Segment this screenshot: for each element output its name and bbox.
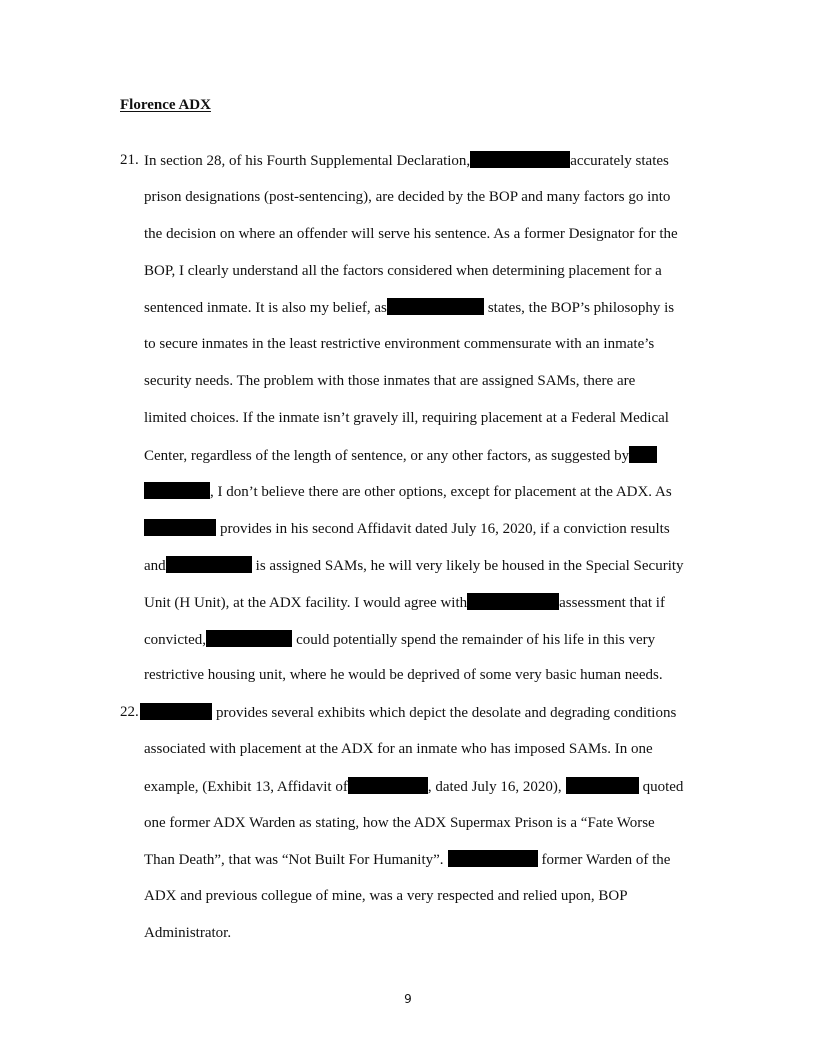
- page-number: 9: [404, 992, 412, 1006]
- redaction-block: [166, 556, 252, 573]
- p21-line-15: restrictive housing unit, where he would be deprived of some very basic human needs.: [144, 667, 663, 683]
- p21-line-7: security needs. The problem with those inmates that are assigned SAMs, there are: [144, 373, 636, 389]
- p22-line-1: provides several exhibits which depict the desolate and degrading conditions: [144, 703, 676, 722]
- redaction-block: [629, 446, 657, 463]
- redaction-block: [387, 298, 484, 315]
- p21-line-11: provides in his second Affidavit dated July 16, 2020, if a conviction results: [144, 519, 670, 538]
- redaction-block: [144, 519, 216, 536]
- redaction-block: [206, 630, 292, 647]
- paragraph-number-22: 22.: [120, 704, 139, 720]
- p21-line-1: In section 28, of his Fourth Supplemental Declaration, accurately states: [144, 153, 669, 169]
- redaction-block: [470, 151, 570, 168]
- redaction-block: [566, 777, 639, 794]
- p21-line-5: sentenced inmate. It is also my belief, as states, the BOP’s philosophy is: [144, 300, 675, 316]
- p21-line-2: prison designations (post-sentencing), are decided by the BOP and many factors go into: [144, 189, 671, 205]
- redaction-block: [144, 482, 210, 499]
- p21-line-4: BOP, I clearly understand all the factors considered when determining placement for a: [144, 263, 662, 279]
- p22-line-5: Than Death”, that was “Not Built For Humanity”. former Warden of the: [144, 852, 671, 868]
- paragraph-number-21: 21.: [120, 152, 139, 168]
- p21-line-13: Unit (H Unit), at the ADX facility. I would agree with assessment that if: [144, 595, 665, 611]
- p21-line-3: the decision on where an offender will serve his sentence. As a former Designator for the: [144, 226, 678, 242]
- p22-line-7: Administrator.: [144, 925, 232, 941]
- p21-line-9: Center, regardless of the length of sentence, or any other factors, as suggested by: [144, 446, 657, 465]
- redaction-block: [140, 703, 212, 720]
- p21-line-6: to secure inmates in the least restrictive environment commensurate with an inmate’s: [144, 336, 655, 352]
- p21-line-10: , I don’t believe there are other options, except for placement at the ADX. As: [144, 482, 672, 501]
- p22-line-2: associated with placement at the ADX for an inmate who has imposed SAMs. In one: [144, 741, 653, 757]
- section-heading: Florence ADX: [120, 97, 211, 113]
- p22-line-4: one former ADX Warden as stating, how the ADX Supermax Prison is a “Fate Worse: [144, 815, 655, 831]
- redaction-block: [467, 593, 559, 610]
- p22-line-6: ADX and previous collegue of mine, was a very respected and relied upon, BOP: [144, 888, 628, 904]
- redaction-block: [348, 777, 428, 794]
- p21-line-14: convicted, could potentially spend the remainder of his life in this very: [144, 632, 656, 648]
- p21-line-12: and is assigned SAMs, he will very likely be housed in the Special Security: [144, 558, 684, 574]
- p22-line-3: example, (Exhibit 13, Affidavit of , dated July 16, 2020), quoted: [144, 779, 684, 795]
- p21-line-8: limited choices. If the inmate isn’t gravely ill, requiring placement at a Federal Medical: [144, 410, 669, 426]
- redaction-block: [448, 850, 538, 867]
